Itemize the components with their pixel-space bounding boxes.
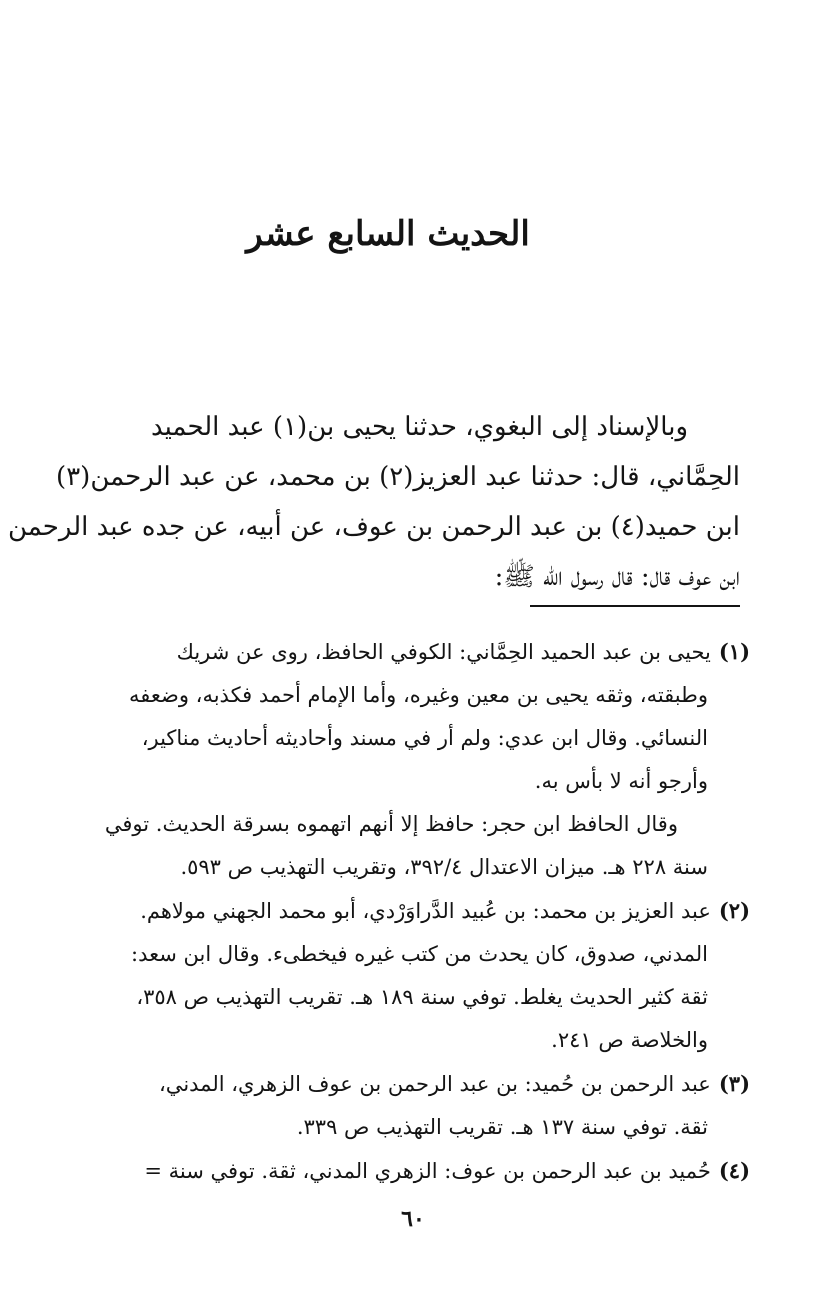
footnote-line: يحيى بن عبد الحميد الحِمَّاني: الكوفي الحافظ، روى عن شريك xyxy=(176,640,711,664)
main-text-line: ابن حميد(٤) بن عبد الرحمن بن عوف، عن أبيه، عن جده عبد الرحمن xyxy=(7,512,740,542)
footnote-line: المدني، صدوق، كان يحدث من كتب غيره فيخطىء. وقال ابن سعد: xyxy=(131,942,708,966)
footnote-3 xyxy=(50,1062,750,1149)
footnote-line: النسائي. وقال ابن عدي: ولم أر في مسند وأحاديثه أحاديث مناكير، xyxy=(141,726,708,750)
footnotes-section xyxy=(50,630,750,1193)
footnote-line: وأرجو أنه لا بأس به. xyxy=(534,769,708,793)
hadith-title: الحديث السابع عشر xyxy=(246,214,530,254)
footnote-line: وطبقته، وثقه يحيى بن معين وغيره، وأما الإمام أحمد فكذبه، وضعفه xyxy=(129,683,708,707)
hadith-isnad-text xyxy=(7,402,740,602)
footnote-line: سنة ٢٢٨ هـ. ميزان الاعتدال ٣٩٢/٤، وتقريب التهذيب ص ٥٩٣. xyxy=(180,855,708,879)
footnote-1 xyxy=(50,630,750,889)
footnote-line: ثقة. توفي سنة ١٣٧ هـ. تقريب التهذيب ص ٣٣٩. xyxy=(296,1115,708,1139)
footnote-number: (١) xyxy=(718,639,750,664)
footnote-number: (٤) xyxy=(718,1158,750,1183)
footnote-2 xyxy=(50,889,750,1062)
footnote-line: عبد الرحمن بن حُميد: بن عبد الرحمن بن عوف الزهري، المدني، xyxy=(159,1072,711,1096)
footnote-number: (٢) xyxy=(718,898,750,923)
footnote-line: عبد العزيز بن محمد: بن عُبيد الدَّراوَرْدي، أبو محمد الجهني مولاهم. xyxy=(140,899,711,923)
footnote-number: (٣) xyxy=(718,1071,750,1096)
page-number: ٦٠ xyxy=(401,1206,425,1232)
footnote-line: حُميد بن عبد الرحمن بن عوف: الزهري المدني، ثقة. توفي سنة = xyxy=(144,1159,711,1183)
main-text-line: وبالإسناد إلى البغوي، حدثنا يحيى بن(١) عبد الحميد xyxy=(150,412,688,442)
footnote-line: وقال الحافظ ابن حجر: حافظ إلا أنهم اتهموه بسرقة الحديث. توفي xyxy=(104,812,678,836)
main-text-line: الحِمَّاني، قال: حدثنا عبد العزيز(٢) بن محمد، عن عبد الرحمن(٣) xyxy=(56,462,740,492)
main-text-line: ابن عوف قال: قال رسول الله ﷺ: xyxy=(494,562,740,592)
footnote-line: ثقة كثير الحديث يغلط. توفي سنة ١٨٩ هـ. تقريب التهذيب ص ٣٥٨، xyxy=(136,985,708,1009)
footnote-line: والخلاصة ص ٢٤١. xyxy=(551,1028,708,1052)
footnote-separator xyxy=(530,605,740,607)
footnote-4 xyxy=(50,1149,750,1193)
